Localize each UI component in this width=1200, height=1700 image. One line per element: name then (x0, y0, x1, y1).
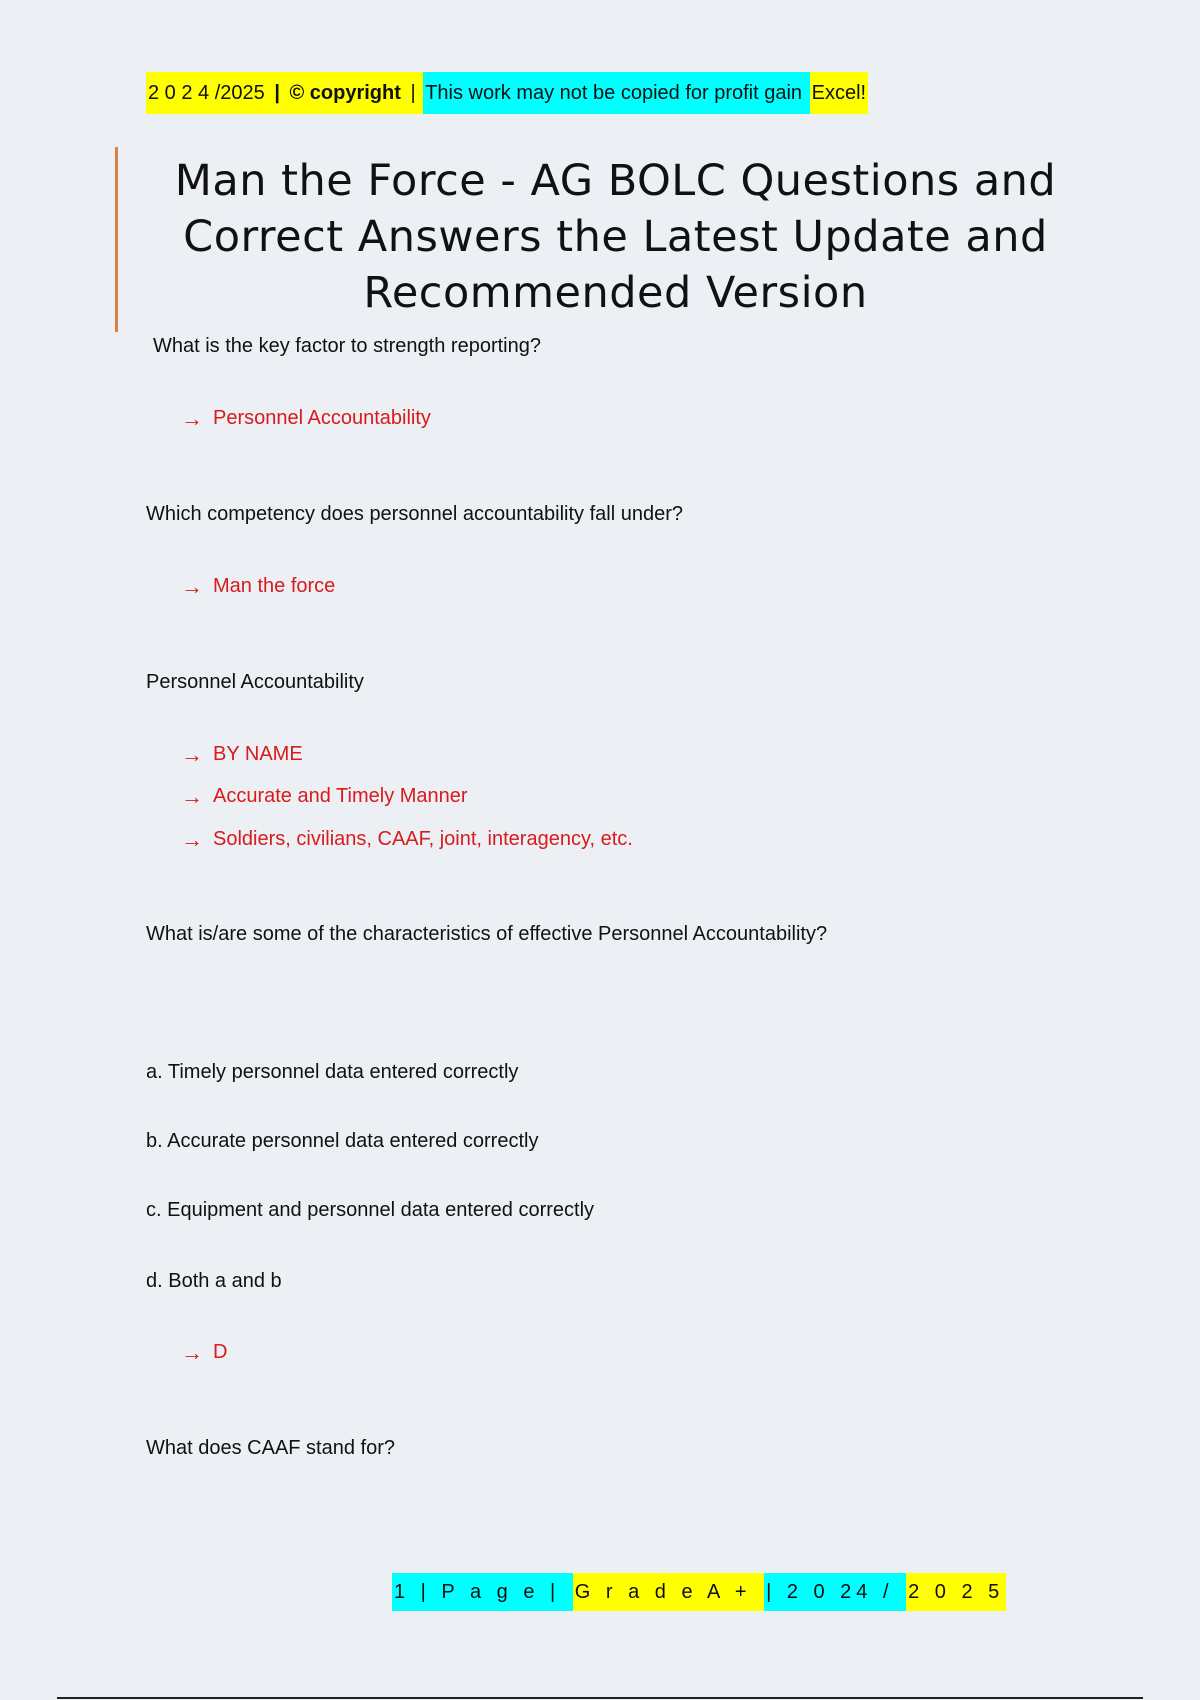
arrow-icon: → (181, 741, 203, 767)
answer-text: Man the force (213, 575, 336, 597)
footer-year: 2 0 2 5 (906, 1573, 1006, 1611)
answer-3c (181, 828, 633, 851)
answer-1 (181, 407, 431, 430)
question-4: What is/are some of the characteristics of effective Personnel Accountability? (146, 923, 828, 945)
option-b: b. Accurate personnel data entered correctly (146, 1130, 539, 1152)
answer-text: D (213, 1341, 228, 1363)
footer-page: 1 | P a g e | (392, 1573, 573, 1611)
question-3: Personnel Accountability (146, 671, 364, 693)
header-notice: This work may not be copied for profit gain (423, 72, 809, 114)
bottom-divider (57, 1697, 1143, 1699)
answer-2 (181, 575, 335, 598)
arrow-icon: → (181, 405, 203, 431)
document-title: Man the Force - AG BOLC Questions and Correct Answers the Latest Update and Recommended Version (174, 156, 1057, 318)
answer-text: Accurate and Timely Manner (213, 785, 468, 807)
question-5: What does CAAF stand for? (146, 1437, 396, 1459)
option-d: d. Both a and b (146, 1270, 282, 1292)
answer-3a (181, 743, 303, 766)
header-copyright-bar (146, 72, 868, 114)
option-a: a. Timely personnel data entered correctly (146, 1061, 519, 1083)
answer-3b (181, 785, 468, 808)
question-1: What is the key factor to strength reporting? (153, 335, 541, 357)
header-sep: | (272, 72, 287, 114)
header-excel: Excel! (810, 72, 868, 114)
page-footer (392, 1573, 1006, 1611)
answer-text: Soldiers, civilians, CAAF, joint, interagency, etc. (213, 828, 633, 850)
arrow-icon: → (181, 783, 203, 809)
arrow-icon: → (181, 826, 203, 852)
header-year: 2 0 2 4 /2025 (146, 72, 272, 114)
header-copyright: © copyright (287, 72, 402, 114)
footer-grade: G r a d e A + (573, 1573, 764, 1611)
header-sep: | (403, 72, 423, 114)
answer-text: BY NAME (213, 743, 303, 765)
answer-text: Personnel Accountability (213, 407, 431, 429)
footer-year: | 2 0 24 / (764, 1573, 906, 1611)
title-block (115, 147, 1088, 332)
answer-4 (181, 1341, 227, 1364)
question-2: Which competency does personnel accountability fall under? (146, 503, 683, 525)
arrow-icon: → (181, 1339, 203, 1365)
arrow-icon: → (181, 573, 203, 599)
option-c: c. Equipment and personnel data entered correctly (146, 1199, 595, 1221)
